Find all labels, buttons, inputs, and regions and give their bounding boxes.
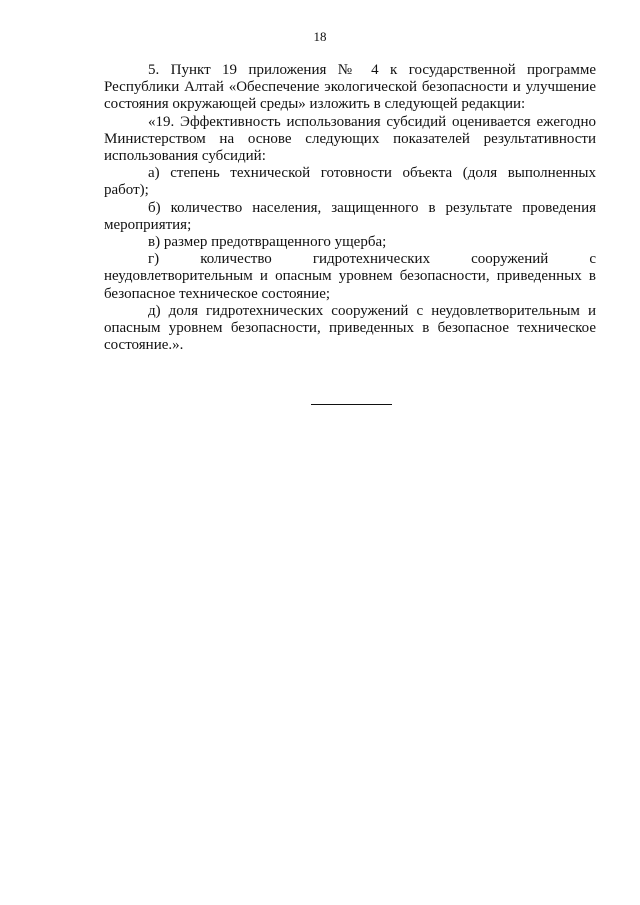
list-item-e-hydraulic-structures-share: д) доля гидротехнических сооружений с неудовлетворительным и опасным уровнем безопасности, приведенных в безопасное техническое состояние.». bbox=[104, 302, 596, 354]
list-item-b-population-protected: б) количество населения, защищенного в результате проведения мероприятия; bbox=[104, 199, 596, 233]
list-item-d-hydraulic-structures-count: г) количество гидротехнических сооружений с неудовлетворительным и опасным уровнем безопасности, приведенных в безопасное техническое состояние; bbox=[104, 251, 596, 302]
end-of-text-separator bbox=[311, 404, 392, 405]
list-item-a-technical-readiness: а) степень технической готовности объекта (доля выполненных работ); bbox=[104, 165, 596, 199]
document-body bbox=[104, 62, 596, 354]
page-number: 18 bbox=[313, 29, 327, 44]
paragraph-subsidy-effectiveness: «19. Эффективность использования субсидий оценивается ежегодно Министерством на основе следующих показателей результативности использования субсидий: bbox=[104, 113, 596, 165]
list-item-c-damage-prevented: в) размер предотвращенного ущерба; bbox=[148, 234, 387, 251]
paragraph-item-5-amendment: 5. Пункт 19 приложения № 4 к государственной программе Республики Алтай «Обеспечение экологической безопасности и улучшение состояния окружающей среды» изложить в следующей редакции: bbox=[104, 62, 596, 113]
